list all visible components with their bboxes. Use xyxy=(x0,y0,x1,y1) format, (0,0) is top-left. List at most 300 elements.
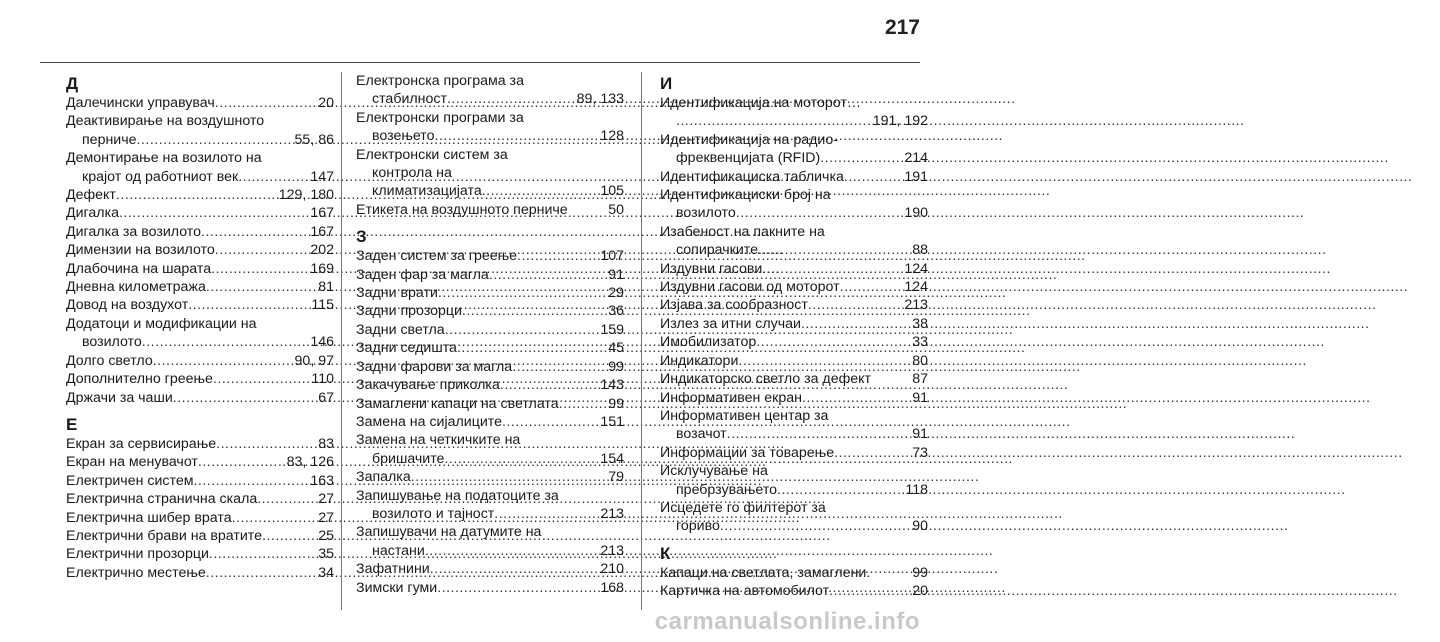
entry-page-ref: 213 xyxy=(600,542,624,559)
entry-text: Запишување на податоците за xyxy=(356,487,559,504)
entry-page-ref: 169 xyxy=(310,260,334,277)
entry-page-ref: 90 xyxy=(912,518,928,535)
entry-page-ref: 146 xyxy=(310,334,334,351)
entry-text: Запалка xyxy=(356,469,411,486)
entry-text: Изјава за сообразност xyxy=(660,297,808,314)
entry-line xyxy=(660,223,928,241)
entry-text: Издувни гасови од моторот xyxy=(660,279,840,296)
entry-text: Запишувачи на датумите на xyxy=(356,524,542,541)
index-column-3 xyxy=(660,72,928,609)
entry-page-ref: 191 xyxy=(904,168,928,185)
entry-text: Дополнително греење xyxy=(66,371,213,388)
index-column-1 xyxy=(66,72,334,590)
index-entry xyxy=(66,94,334,112)
entry-text: Длабочина на шарата xyxy=(66,260,212,277)
entry-text: Исклучување на xyxy=(660,463,768,480)
leader-dots xyxy=(193,472,309,490)
entry-page-ref: 147 xyxy=(310,168,334,185)
index-entry xyxy=(660,168,928,186)
entry-line xyxy=(356,450,624,468)
entry-line xyxy=(66,545,334,563)
leader-dots xyxy=(444,450,599,468)
entry-line xyxy=(356,302,624,320)
column-divider xyxy=(341,72,342,610)
entry-text: Етикета на воздушното перниче xyxy=(356,201,568,218)
entry-page-ref: 33 xyxy=(912,334,928,351)
entry-page-ref: 55, 86 xyxy=(294,131,334,148)
entry-text: Издувни гасови xyxy=(660,260,763,277)
leader-dots xyxy=(137,131,294,149)
entry-line xyxy=(66,131,334,149)
leader-dots xyxy=(215,241,310,259)
entry-text: Задни прозорци xyxy=(356,303,462,320)
index-section xyxy=(356,227,624,597)
entry-line xyxy=(66,168,334,186)
leader-dots xyxy=(834,444,911,462)
index-entry xyxy=(356,358,624,376)
index-entry xyxy=(66,296,334,314)
index-entry xyxy=(660,389,928,407)
entry-text: Електрична странична скала xyxy=(66,491,258,508)
entry-page-ref: 88 xyxy=(912,242,928,259)
leader-dots xyxy=(457,339,607,357)
index-entry xyxy=(660,131,928,168)
entry-text: Задни светла xyxy=(356,321,445,338)
leader-dots xyxy=(500,376,600,394)
entry-text: Електронски програми за xyxy=(356,109,524,126)
leader-dots xyxy=(738,352,911,370)
entry-text: Електронски систем за xyxy=(356,146,508,163)
entry-line xyxy=(66,509,334,527)
entry-text: Електричен систем xyxy=(66,472,194,489)
leader-dots xyxy=(820,149,903,167)
entry-line xyxy=(660,444,928,462)
leader-dots xyxy=(216,435,317,453)
entry-text: Долго светло xyxy=(66,352,153,369)
leader-dots xyxy=(727,425,912,443)
entry-page-ref: 214 xyxy=(904,150,928,167)
entry-text: Идентификациска табличка xyxy=(660,168,844,185)
entry-line xyxy=(660,112,928,130)
entry-line xyxy=(660,241,928,259)
index-entry xyxy=(66,204,334,222)
section-letter: З xyxy=(356,227,367,247)
leader-dots xyxy=(447,90,576,108)
entry-line xyxy=(356,487,624,505)
entry-text: сопирачките xyxy=(676,242,758,259)
entry-line xyxy=(356,376,624,394)
leader-dots xyxy=(119,204,309,222)
index-entry xyxy=(660,462,928,499)
entry-text: Електрична шибер врата xyxy=(66,509,232,526)
leader-dots xyxy=(188,296,310,314)
entry-text: возењето xyxy=(372,128,435,145)
entry-text: Електронска програма за xyxy=(356,73,524,89)
entry-text: фреквенцијата (RFID) xyxy=(676,150,821,167)
entry-text: перниче xyxy=(82,131,137,148)
leader-dots xyxy=(494,505,599,523)
entry-line xyxy=(356,247,624,265)
index-entry xyxy=(660,582,928,600)
leader-dots xyxy=(462,302,607,320)
entry-page-ref: 34 xyxy=(318,564,334,581)
leader-dots xyxy=(482,182,600,200)
entry-text: Замена на четкичките на xyxy=(356,432,521,449)
watermark: carmanualsonline.info xyxy=(654,608,920,635)
entry-line xyxy=(66,453,334,471)
index-entry xyxy=(66,545,334,563)
entry-line xyxy=(66,333,334,351)
index-entry xyxy=(660,407,928,444)
entry-line xyxy=(66,296,334,314)
section-letter: Е xyxy=(66,414,78,434)
index-entry xyxy=(660,260,928,278)
entry-page-ref: 168 xyxy=(600,579,624,596)
entry-text: Заден систем за греење xyxy=(356,248,518,265)
entry-text: Замаглени капаци на светлата xyxy=(356,395,559,412)
entry-page-ref: 87 xyxy=(912,371,928,388)
entry-page-ref: 79 xyxy=(608,469,624,486)
entry-text: гориво xyxy=(676,518,720,535)
leader-dots xyxy=(720,517,911,535)
entry-line xyxy=(660,462,928,480)
entry-page-ref: 99 xyxy=(608,358,624,375)
entry-line xyxy=(356,284,624,302)
leader-dots xyxy=(213,370,310,388)
leader-dots xyxy=(211,260,309,278)
entry-text: Довод на воздухот xyxy=(66,297,189,314)
entry-line xyxy=(660,149,928,167)
entry-text: Идентификациски број на xyxy=(660,187,831,204)
entry-page-ref: 159 xyxy=(600,321,624,338)
index-entry xyxy=(660,296,928,314)
leader-dots xyxy=(238,168,309,186)
entry-text: настани xyxy=(372,542,425,559)
entry-line xyxy=(356,505,624,523)
entry-page-ref: 110 xyxy=(311,371,334,388)
index-entry xyxy=(660,352,928,370)
index-entry xyxy=(66,278,334,296)
leader-dots xyxy=(425,542,600,560)
index-entry xyxy=(356,284,624,302)
entry-line xyxy=(660,168,928,186)
leader-dots xyxy=(559,395,608,413)
entry-page-ref: 89, 133 xyxy=(576,91,624,108)
leader-dots xyxy=(206,278,317,296)
entry-line xyxy=(660,296,928,314)
leader-dots xyxy=(438,284,607,302)
entry-page-ref: 67 xyxy=(318,389,334,406)
entry-page-ref: 107 xyxy=(600,248,624,265)
index-entry xyxy=(356,395,624,413)
entry-line xyxy=(66,435,334,453)
index-entry xyxy=(356,302,624,320)
entry-text: Димензии на возилото xyxy=(66,242,215,259)
section-letter: К xyxy=(660,543,671,563)
entry-line xyxy=(66,490,334,508)
entry-line xyxy=(66,94,334,112)
index-entry xyxy=(66,352,334,370)
entry-text: Задни врати xyxy=(356,285,438,302)
entry-line xyxy=(66,204,334,222)
index-entry xyxy=(66,509,334,527)
index-entry xyxy=(66,527,334,545)
entry-line xyxy=(66,352,334,370)
section-letter: И xyxy=(660,74,673,93)
entry-text: возилото xyxy=(82,334,142,351)
entry-text: Дигалка за возилото xyxy=(66,223,202,240)
entry-line xyxy=(356,164,624,182)
leader-dots xyxy=(512,358,607,376)
leader-dots xyxy=(445,321,600,339)
entry-line xyxy=(356,395,624,413)
entry-text: пребрзувањето xyxy=(676,481,778,498)
entry-page-ref: 213 xyxy=(600,505,624,522)
entry-text: Заден фар за магла xyxy=(356,266,489,283)
entry-text: Дефект xyxy=(66,187,116,204)
index-entry xyxy=(356,487,624,524)
index-entry xyxy=(356,413,624,431)
entry-line xyxy=(356,321,624,339)
leader-dots xyxy=(153,352,294,370)
entry-page-ref: 154 xyxy=(600,450,624,467)
entry-text: Имобилизатор xyxy=(660,334,757,351)
entry-page-ref: 124 xyxy=(904,260,928,277)
entry-line xyxy=(66,149,334,167)
entry-text: Индикаторско светло за дефект xyxy=(660,371,872,388)
entry-text: Дигалка xyxy=(66,205,119,222)
entry-text: возилото xyxy=(676,205,736,222)
header-rule xyxy=(40,62,920,63)
entry-line xyxy=(660,407,928,425)
entry-page-ref: 81 xyxy=(318,279,334,296)
entry-page-ref: 27 xyxy=(318,491,334,508)
entry-text: Замена на сијалиците xyxy=(356,413,502,430)
entry-text: контрола на xyxy=(372,165,452,182)
entry-line xyxy=(66,241,334,259)
index-entry xyxy=(660,564,928,582)
index-column-2 xyxy=(356,72,624,605)
entry-line xyxy=(660,517,928,535)
entry-line xyxy=(660,204,928,222)
leader-dots xyxy=(801,315,911,333)
index-entry xyxy=(356,146,624,201)
index-entry xyxy=(660,333,928,351)
entry-line xyxy=(66,564,334,582)
leader-dots xyxy=(232,509,318,527)
index-section xyxy=(66,415,334,582)
entry-line xyxy=(660,425,928,443)
index-entry xyxy=(66,472,334,490)
entry-text: крајот од работниот век xyxy=(82,168,239,185)
entry-page-ref: 91 xyxy=(912,426,928,443)
entry-text: бришачите xyxy=(372,450,445,467)
column-divider xyxy=(641,72,642,610)
leader-dots xyxy=(676,112,872,130)
entry-line xyxy=(66,527,334,545)
entry-page-ref: 25 xyxy=(318,527,334,544)
leader-dots xyxy=(262,527,317,545)
entry-line xyxy=(356,542,624,560)
index-entry xyxy=(66,223,334,241)
index-section xyxy=(660,544,928,601)
entry-page-ref: 202 xyxy=(310,242,334,259)
entry-page-ref: 124 xyxy=(904,279,928,296)
leader-dots xyxy=(736,204,904,222)
entry-line xyxy=(66,472,334,490)
entry-page-ref: 213 xyxy=(904,297,928,314)
leader-dots xyxy=(437,579,599,597)
entry-text: Зафатнини xyxy=(356,561,430,578)
entry-text: Информативен екран xyxy=(660,389,802,406)
leader-dots xyxy=(762,260,903,278)
entry-line xyxy=(660,352,928,370)
leader-dots xyxy=(829,582,911,600)
entry-text: Електрични брави на вратите xyxy=(66,527,263,544)
entry-line xyxy=(660,582,928,600)
entry-text: Изабеност на пакните на xyxy=(660,223,825,240)
entry-text: Екран на менувачот xyxy=(66,454,198,471)
entry-text: Задни фарови за магла xyxy=(356,358,513,375)
entry-text: возилото и тајност xyxy=(372,505,495,522)
entry-page-ref: 167 xyxy=(310,205,334,222)
leader-dots xyxy=(756,333,911,351)
leader-dots xyxy=(142,333,310,351)
index-entry xyxy=(356,523,624,560)
leader-dots xyxy=(489,266,607,284)
leader-dots xyxy=(173,389,317,407)
entry-line xyxy=(356,201,624,219)
entry-page-ref: 29 xyxy=(608,285,624,302)
index-entry xyxy=(356,579,624,597)
page-number: 217 xyxy=(884,16,920,39)
index-entry xyxy=(66,112,334,149)
entry-line xyxy=(356,468,624,486)
entry-page-ref: 38 xyxy=(912,315,928,332)
leader-dots xyxy=(116,186,278,204)
entry-text: Идентификација на радио- xyxy=(660,131,838,148)
entry-page-ref: 163 xyxy=(310,472,334,489)
entry-page-ref: 91 xyxy=(912,389,928,406)
leader-dots xyxy=(758,241,911,259)
index-entry xyxy=(66,490,334,508)
entry-line xyxy=(660,260,928,278)
index-entry xyxy=(356,109,624,146)
entry-page-ref: 191, 192 xyxy=(872,113,928,130)
entry-text: Картичка на автомобилот xyxy=(660,583,830,600)
entry-page-ref: 27 xyxy=(318,509,334,526)
leader-dots xyxy=(201,223,309,241)
index-entry xyxy=(66,389,334,407)
index-entry xyxy=(356,72,624,109)
leader-dots xyxy=(502,413,599,431)
entry-line xyxy=(660,186,928,204)
index-entry xyxy=(356,560,624,578)
entry-text: стабилност xyxy=(372,91,447,108)
entry-line xyxy=(356,182,624,200)
leader-dots xyxy=(257,490,317,508)
leader-dots xyxy=(840,278,904,296)
index-entry xyxy=(356,266,624,284)
entry-line xyxy=(66,315,334,333)
entry-line xyxy=(356,358,624,376)
entry-page-ref: 20 xyxy=(318,95,334,111)
entry-page-ref: 99 xyxy=(912,564,928,581)
entry-text: Електрични прозорци xyxy=(66,546,209,563)
entry-line xyxy=(660,278,928,296)
index-entry xyxy=(66,435,334,453)
entry-page-ref: 80 xyxy=(912,352,928,369)
entry-text: климатизацијата xyxy=(372,183,482,200)
index-entry xyxy=(66,241,334,259)
entry-line xyxy=(356,339,624,357)
index-section xyxy=(660,74,928,536)
entry-page-ref: 83 xyxy=(318,435,334,452)
index-entry xyxy=(66,149,334,186)
index-entry xyxy=(356,431,624,468)
entry-line xyxy=(660,131,928,149)
index-entry xyxy=(660,499,928,536)
entry-line xyxy=(660,370,928,388)
index-entry xyxy=(356,376,624,394)
index-entry xyxy=(66,370,334,388)
entry-text: Информативен центар за xyxy=(660,407,829,424)
entry-line xyxy=(356,523,624,541)
leader-dots xyxy=(198,453,286,471)
index-entry xyxy=(356,201,624,219)
entry-line xyxy=(660,333,928,351)
entry-line xyxy=(660,499,928,517)
index-entry xyxy=(660,370,928,388)
index-entry xyxy=(66,453,334,471)
entry-line xyxy=(660,481,928,499)
entry-text: возачот xyxy=(676,426,727,443)
entry-line xyxy=(66,186,334,204)
entry-page-ref: 73 xyxy=(912,444,928,461)
entry-text: Задни седишта xyxy=(356,340,457,357)
entry-line xyxy=(356,72,624,90)
entry-page-ref: 143 xyxy=(600,377,624,394)
entry-line xyxy=(66,389,334,407)
leader-dots xyxy=(215,94,317,112)
leader-dots xyxy=(802,389,911,407)
entry-page-ref: 83, 126 xyxy=(286,454,334,471)
entry-line xyxy=(356,266,624,284)
leader-dots xyxy=(435,127,600,145)
entry-page-ref: 190 xyxy=(904,205,928,222)
entry-page-ref: 105 xyxy=(600,183,624,200)
entry-line xyxy=(356,560,624,578)
entry-text: Исцедете го филтерот за xyxy=(660,499,826,516)
entry-text: Електрично местење xyxy=(66,564,206,581)
entry-page-ref: 129, 180 xyxy=(278,187,334,204)
entry-page-ref: 91 xyxy=(608,266,624,283)
entry-text: Закачување приколка xyxy=(356,377,500,394)
index-entry xyxy=(660,278,928,296)
leader-dots xyxy=(206,564,317,582)
entry-text: Дневна километража xyxy=(66,279,206,296)
index-entry xyxy=(66,564,334,582)
leader-dots xyxy=(777,481,904,499)
leader-dots xyxy=(411,468,607,486)
index-entry xyxy=(660,315,928,333)
entry-page-ref: 90, 97 xyxy=(294,352,334,369)
entry-line xyxy=(66,260,334,278)
entry-text: Зимски гуми xyxy=(356,579,438,596)
entry-page-ref: 167 xyxy=(310,223,334,240)
entry-line xyxy=(66,112,334,130)
index-entry xyxy=(66,186,334,204)
